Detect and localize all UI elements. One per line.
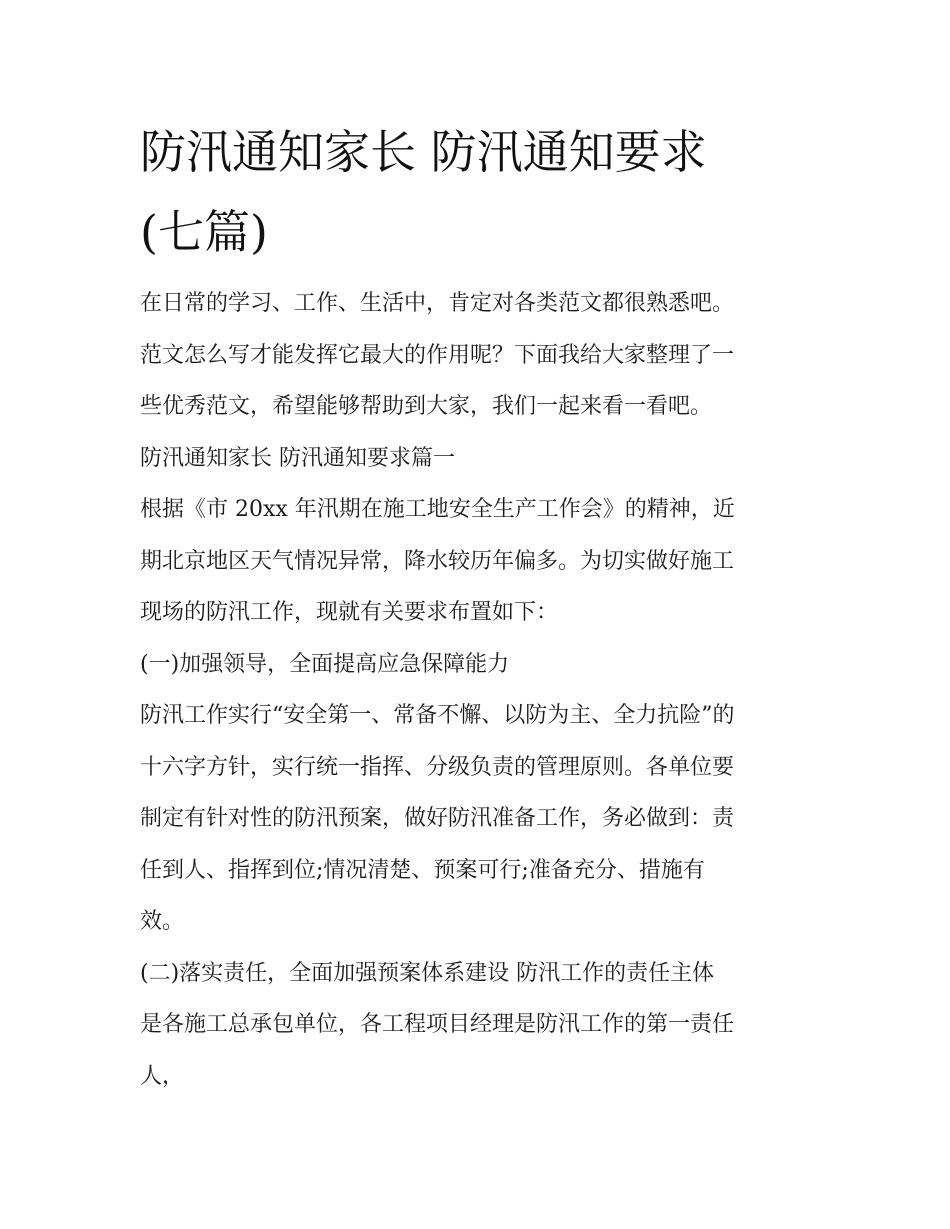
body-line: 人， [140, 1063, 185, 1089]
body-line: 现场的防汛工作，现就有关要求布置如下： [140, 600, 559, 625]
body-line: 制定有针对性的防汛预案，做好防汛准备工作，务必做到：责 [140, 806, 735, 831]
document-title [140, 112, 820, 272]
body-line: 是各施工总承包单位，各工程项目经理是防汛工作的第一责任 [140, 1012, 735, 1037]
body-line: 十六字方针，实行统一指挥、分级负责的管理原则。各单位要 [140, 754, 735, 780]
body-line: 任到人、指挥到位;情况清楚、预案可行;准备充分、措施有 [140, 857, 705, 883]
title-line: (七篇) [140, 205, 268, 259]
document-body [140, 278, 820, 1102]
intro-line: 些优秀范文，希望能够帮助到大家，我们一起来看一看吧。 [140, 394, 713, 419]
document-content [140, 112, 820, 1102]
section-heading: 防汛通知家长 防汛通知要求篇一 [140, 445, 455, 471]
subsection-heading: (一)加强领导，全面提高应急保障能力 [140, 651, 510, 677]
title-line: 防汛通知家长 防汛通知要求 [140, 125, 707, 179]
body-line: 效。 [140, 909, 185, 934]
intro-line: 在日常的学习、工作、生活中，肯定对各类范文都很熟悉吧。 [140, 291, 735, 316]
subsection-heading: (二)落实责任，全面加强预案体系建设 防汛工作的责任主体 [140, 960, 715, 986]
body-line: 根据《市 20xx 年汛期在施工地安全生产工作会》的精神，近 [140, 497, 735, 522]
body-line: 防汛工作实行“安全第一、常备不懈、以防为主、全力抗险”的 [140, 703, 735, 728]
body-line: 期北京地区天气情况异常，降水较历年偏多。为切实做好施工 [140, 548, 735, 574]
intro-line: 范文怎么写才能发挥它最大的作用呢？下面我给大家整理了一 [140, 342, 735, 368]
